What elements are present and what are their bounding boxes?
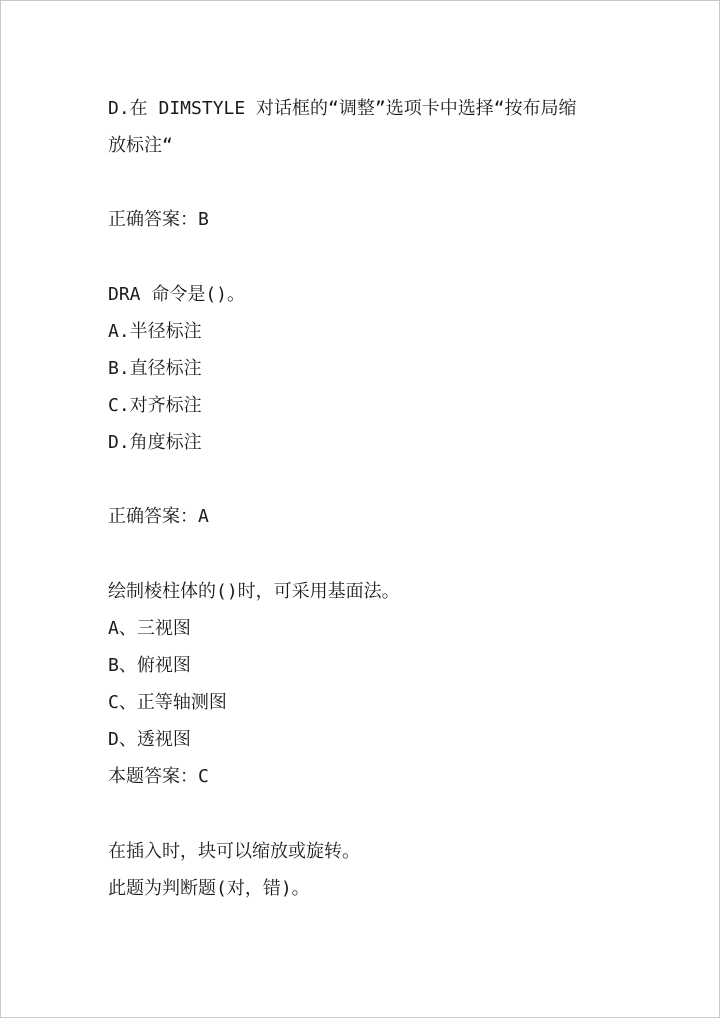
- question-type-note: 此题为判断题(对，错)。: [108, 878, 310, 899]
- answer-dra: 正确答案：A: [108, 506, 209, 527]
- answer-prev: 正确答案：B: [108, 209, 209, 230]
- answer-prism: 本题答案：C: [108, 766, 209, 787]
- option-a: A.半径标注: [108, 321, 202, 342]
- option-d: D、透视图: [108, 729, 191, 750]
- option-d-line2: 放标注“: [108, 135, 173, 156]
- question-prism: 绘制棱柱体的()时，可采用基面法。: [108, 581, 400, 602]
- option-d-line1: D.在 DIMSTYLE 对话框的“调整”选项卡中选择“按布局缩: [108, 98, 577, 119]
- question-insert: 在插入时，块可以缩放或旋转。: [108, 841, 360, 862]
- option-c: C.对齐标注: [108, 395, 202, 416]
- option-d: D.角度标注: [108, 432, 202, 453]
- option-a: A、三视图: [108, 618, 191, 639]
- option-c: C、正等轴测图: [108, 692, 227, 713]
- option-b: B、俯视图: [108, 655, 191, 676]
- option-b: B.直径标注: [108, 358, 202, 379]
- document-body: [108, 90, 638, 907]
- question-dra: DRA 命令是()。: [108, 284, 246, 305]
